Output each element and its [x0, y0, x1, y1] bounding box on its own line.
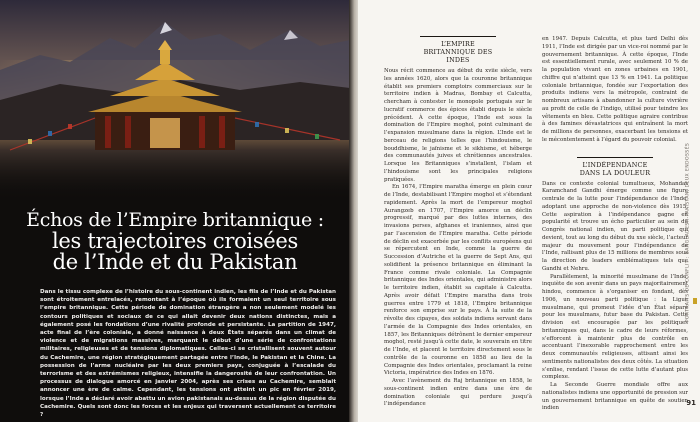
text-column-2 — [542, 36, 688, 413]
text-column-1 — [384, 36, 532, 409]
body-paragraph: Nous récit commence au début du xviie siècle, vers les années 1620, alors que la couronne britannique établit ses premiers comptoirs commerciaux sur le territoire indien à Madras, Bombay et Calcutta, chercham à contester le monopole portugais sur le lucratif commerce des épices établi depuis le siècle précédent. À cette époque, l’Inde est sous la domination de l’Empire moghol, point culminant de l’expansion musulmane dans la région. L’Inde est le berceau de religions telles que l’hindouisme, le bouddhisme, le jaïnisme et le sikhisme, et héberge des communautés juives et chrétiennes ancestrales. Lorsque les Britanniques s’installent, l’islam et l’hindouisme sont les principales religions pratiquées. — [384, 68, 532, 183]
body-paragraph: En 1674, l’Empire maratha émerge en plein cœur de l’Inde, destabilisant l’Empire moghol et s’étendant rapidement. Après la mort de l’empereur moghol Aurangzeb en 1707, l’Empire amorce un déclin progressif, marqué par des luttes internes, des invasions perses, afghanes et iraniennes, ainsi que par l’ascension de l’Empire maratha. Cette période de déclin est exacerbée par les conflits européens qui se répercutent en Inde, comme la guerre de Succession d’Autriche et la guerre de Sept Ans, qui solidifient la présence britannique en éliminant la France comme rivale coloniale. La Compagnie britannique des Indes orientales, qui administre alors le territoire indien, établit sa capitale à Calcutta. Après avoir défait l’Empire maratha dans trois guerres entre 1779 et 1818, l’Empire britannique renforce son emprise sur le pays. À la suite de la révolte des cipayes, des soldats indiens servant dans l’armée de la Compagnie des Indes orientales, en 1857, les Britanniques détrônent le dernier empereur moghol, resté jusqu’à cette date, le souverain en titre de l’Inde, et placent le territoire directement sous le contrôle de la couronne en 1858 au lieu de la Compagnie des Indes orientales, proclamant la reine Victoria, impératrice des Indes en 1876. — [384, 184, 532, 377]
running-title-vertical: PORTRAITS DE CONFLIT : BANGLADESH-PAKISTAN, DEUX ENDOSSÉS — [685, 142, 691, 323]
body-paragraph: Avec l’avènement du Raj britannique en 1858, le sous-continent indien entre dans une ère de domination coloniale qui perdure jusqu’à l’indépendance — [384, 378, 532, 408]
section-spacer — [542, 145, 688, 157]
title-line-3: de l’Inde et du Pakistan — [52, 250, 298, 274]
article-title — [10, 210, 340, 273]
body-paragraph: Parallèlement, la minorité musulmane de l’Inde, inquiète de son avenir dans un pays majoritairement hindou, commence à s’organiser en fondant, dès 1906, un nouveau parti politique : la Ligue musulmane, qui promeut l’idée d’un État séparé pour les musulmans, futur base du Pakistan. Cette division est encouragée par les politiques britanniques qui, dans le cadre de leurs réformes, s’efforcent à maintenir plus de contrôle en accentuant l’inexorable rapprochement entre les deux communautés religieuses, attisant ainsi les sentiments nationalistes des deux côtés. La situation s’enlise, rendant l’issue de cette lutte d’autant plus complexe. — [542, 273, 688, 381]
body-paragraph: en 1947. Depuis Calcutta, et plus tard Delhi dès 1911, l’Inde est dirigée par un vice-roi nommé par le gouvernement britannique. À cette époque, l’Inde est essentiellement rurale, avec seulement 10 % de la population vivant en zones urbaines en 1901, chiffre qui n’atteint que 13 % en 1941. La politique coloniale britannique, fondée sur l’exportation des produits indiens vers la métropole, contraint de nombreux artisans à abandonner la culture vivrière au profit de celle de l’indigo, utilisé pour teindre les vêtements en bleu. Cette politique agraire contribue à des famines dévastatrices qui entraînent la mort de millions de personnes, exacerbant les tensions et le mécontentement à l’égard du pouvoir colonial. — [542, 36, 688, 143]
title-line-2: les trajectoires croisées — [51, 229, 299, 253]
section-marker — [693, 298, 697, 304]
body-paragraph: La Seconde Guerre mondiale offre aux nationalistes indiens une opportunité de pression sur un gouvernement britannique en quête de soutien indien — [542, 382, 688, 412]
right-page — [358, 0, 700, 422]
hero-photo-monastery — [0, 0, 350, 200]
side-strip — [690, 0, 700, 422]
hero-photo-illustration — [0, 0, 350, 200]
page-number: 91 — [686, 399, 696, 407]
section-heading-independance: L’INDÉPENDANCE DANS LA DOULEUR — [577, 157, 653, 177]
body-paragraph: Dans ce contexte colonial tumultueux, Mohandas Karamchand Gandhi émerge comme une figure centrale de la lutte pour l’indépendance de l’Inde, adoptant une approche de non-violence dès 1915. Cette aspiration à l’indépendance gagne en popularité et trouve un écho particulier au sein du Congrès national indien, un parti politique qui devient, tout au long du début du xxe siècle, l’acteur majeur du mouvement pour l’indépendance de l’Inde, rallisant plus de 15 millions de membres sous la direction de leaders emblématiques tels que Gandhi et Nehru. — [542, 180, 688, 272]
section-heading-empire: L’EMPIRE BRITANNIQUE DES INDES — [420, 36, 496, 64]
title-line-1: Échos de l’Empire britannique : — [26, 209, 324, 231]
intro-paragraph: Dans le tissu complexe de l’histoire du sous-continent indien, les fils de l’Inde et du Pakistan sont étroitement entrelacés, remontant à l’époque où ils formaient un seul territoire sous l’empire britannique. Cette période de domination étrangère a non seulement modelé les contours politiques et sociaux de ce qui allait devenir deux nations distinctes, mais a également posé les fondations d’une rivalité profonde et persistante. La partition de 1947, acte final de l’ère coloniale, a donné naissance à deux États séparés dans un climat de violence et de migrations massives, marquant le début d’une série de confrontations militaires, religieuses et de tensions diplomatiques. Celles-ci se cristallisent souvent autour du Cachemire, une région stratégiquement partagée entre l’Inde, le Pakistan et la Chine. La possession de l’arme nucléaire par les deux premiers pays, conjuguée à l’escalade du terrorisme et des extrémismes religieux, intensifie la dangerosité de leur confrontation. Un processus de dialogue amorcé en janvier 2004, après ses crises au Cachemire, semblait annoncer une ère de calme. Cependant, les tensions ont atteint un pic en février 2019, lorsque l’Inde a déclaré avoir abattu un avion pakistanais au-dessus de la région disputée du Cachemire. Quels sont donc les forces et les enjeux qui traversent actuellement ce territoire ? — [40, 289, 336, 419]
